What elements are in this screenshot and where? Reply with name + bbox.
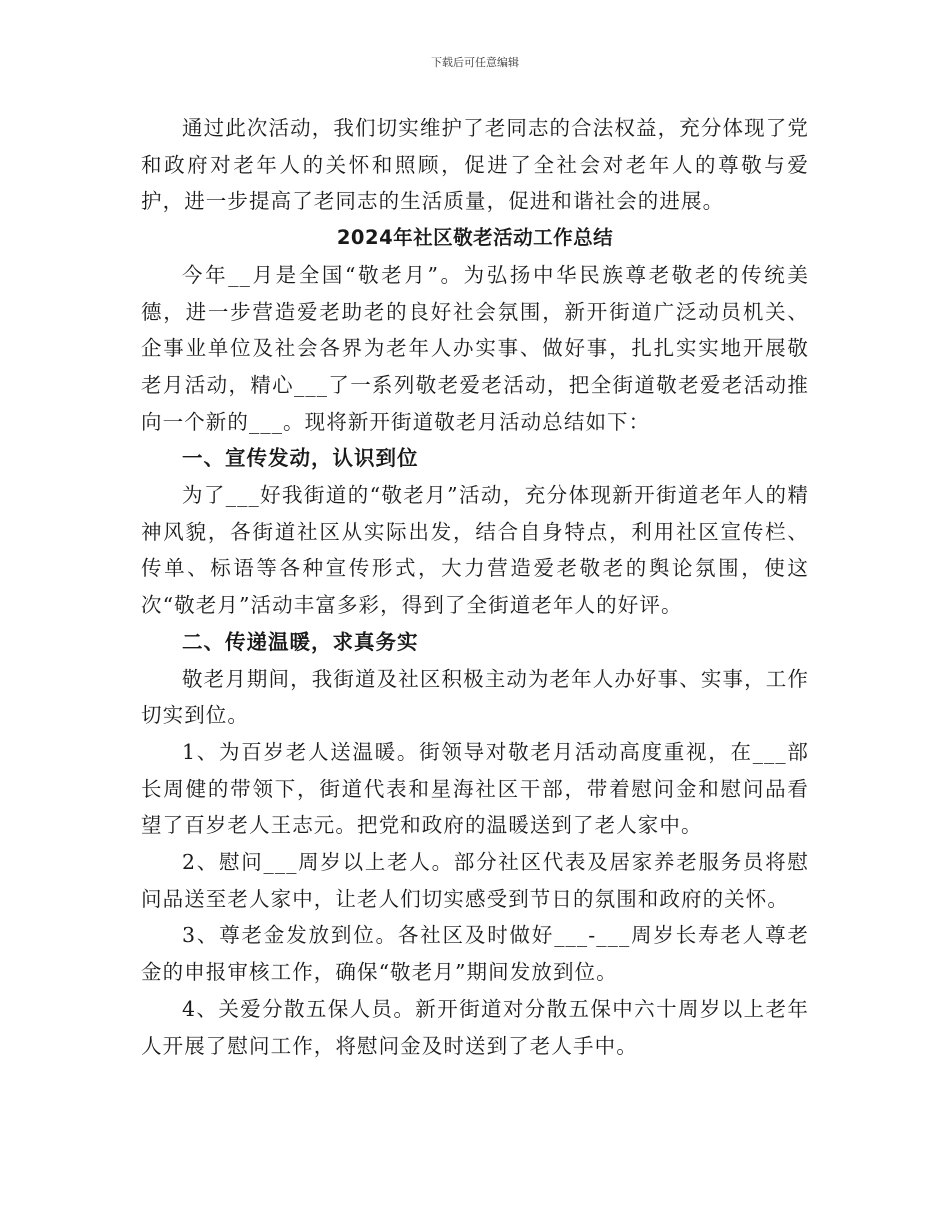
section-2-paragraph: 敬老月期间，我街道及社区积极主动为老年人办好事、实事，工作切实到位。 — [141, 666, 809, 728]
section-1-heading: 一、宣传发动，认识到位 — [182, 446, 419, 471]
section-2-item-4: 4、关爱分散五保人员。新开街道对分散五保中六十周岁以上老年人开展了慰问工作，将慰问金及时送到了老人手中。 — [141, 996, 809, 1058]
section-2-item-2: 2、慰问___周岁以上老人。部分社区代表及居家养老服务员将慰问品送至老人家中，让老人们切实感受到节日的氛围和政府的关怀。 — [141, 850, 809, 911]
section-1-paragraph: 为了___好我街道的“敬老月”活动，充分体现新开街道老年人的精神风貌，各街道社区从实际出发，结合自身特点，利用社区宣传栏、传单、标语等各种宣传形式，大力营造爱老敬老的舆论氛围，使这次“敬老月”活动丰富多彩，得到了全街道老年人的好评。 — [141, 483, 809, 618]
document-body — [141, 110, 809, 1064]
document-title: 2024年社区敬老活动工作总结 — [336, 226, 614, 250]
section-2-item-1: 1、为百岁老人送温暖。街领导对敬老月活动高度重视，在___部长周健的带领下，街道代表和星海社区干部，带着慰问金和慰问品看望了百岁老人王志元。把党和政府的温暖送到了老人家中。 — [141, 739, 809, 838]
opening-paragraph: 今年__月是全国“敬老月”。为弘扬中华民族尊老敬老的传统美德，进一步营造爱老助老的良好社会氛围，新开街道广泛动员机关、企事业单位及社会各界为老年人办实事、做好事，扎扎实实地开展敬老月活动，精心___了一系列敬老爱老活动，把全街道敬老爱老活动推向一个新的___。现将新开街道敬老月活动总结如下： — [141, 262, 809, 434]
section-2-item-3: 3、尊老金发放到位。各社区及时做好___-___周岁长寿老人尊老金的申报审核工作，确保“敬老月”期间发放到位。 — [141, 923, 809, 985]
section-2-heading: 二、传递温暖，求真务实 — [182, 629, 419, 654]
page-header: 下载后可任意编辑 — [431, 56, 519, 69]
intro-paragraph: 通过此次活动，我们切实维护了老同志的合法权益，充分体现了党和政府对老年人的关怀和照顾，促进了全社会对老年人的尊敬与爱护，进一步提高了老同志的生活质量，促进和谐社会的进展。 — [141, 116, 809, 214]
